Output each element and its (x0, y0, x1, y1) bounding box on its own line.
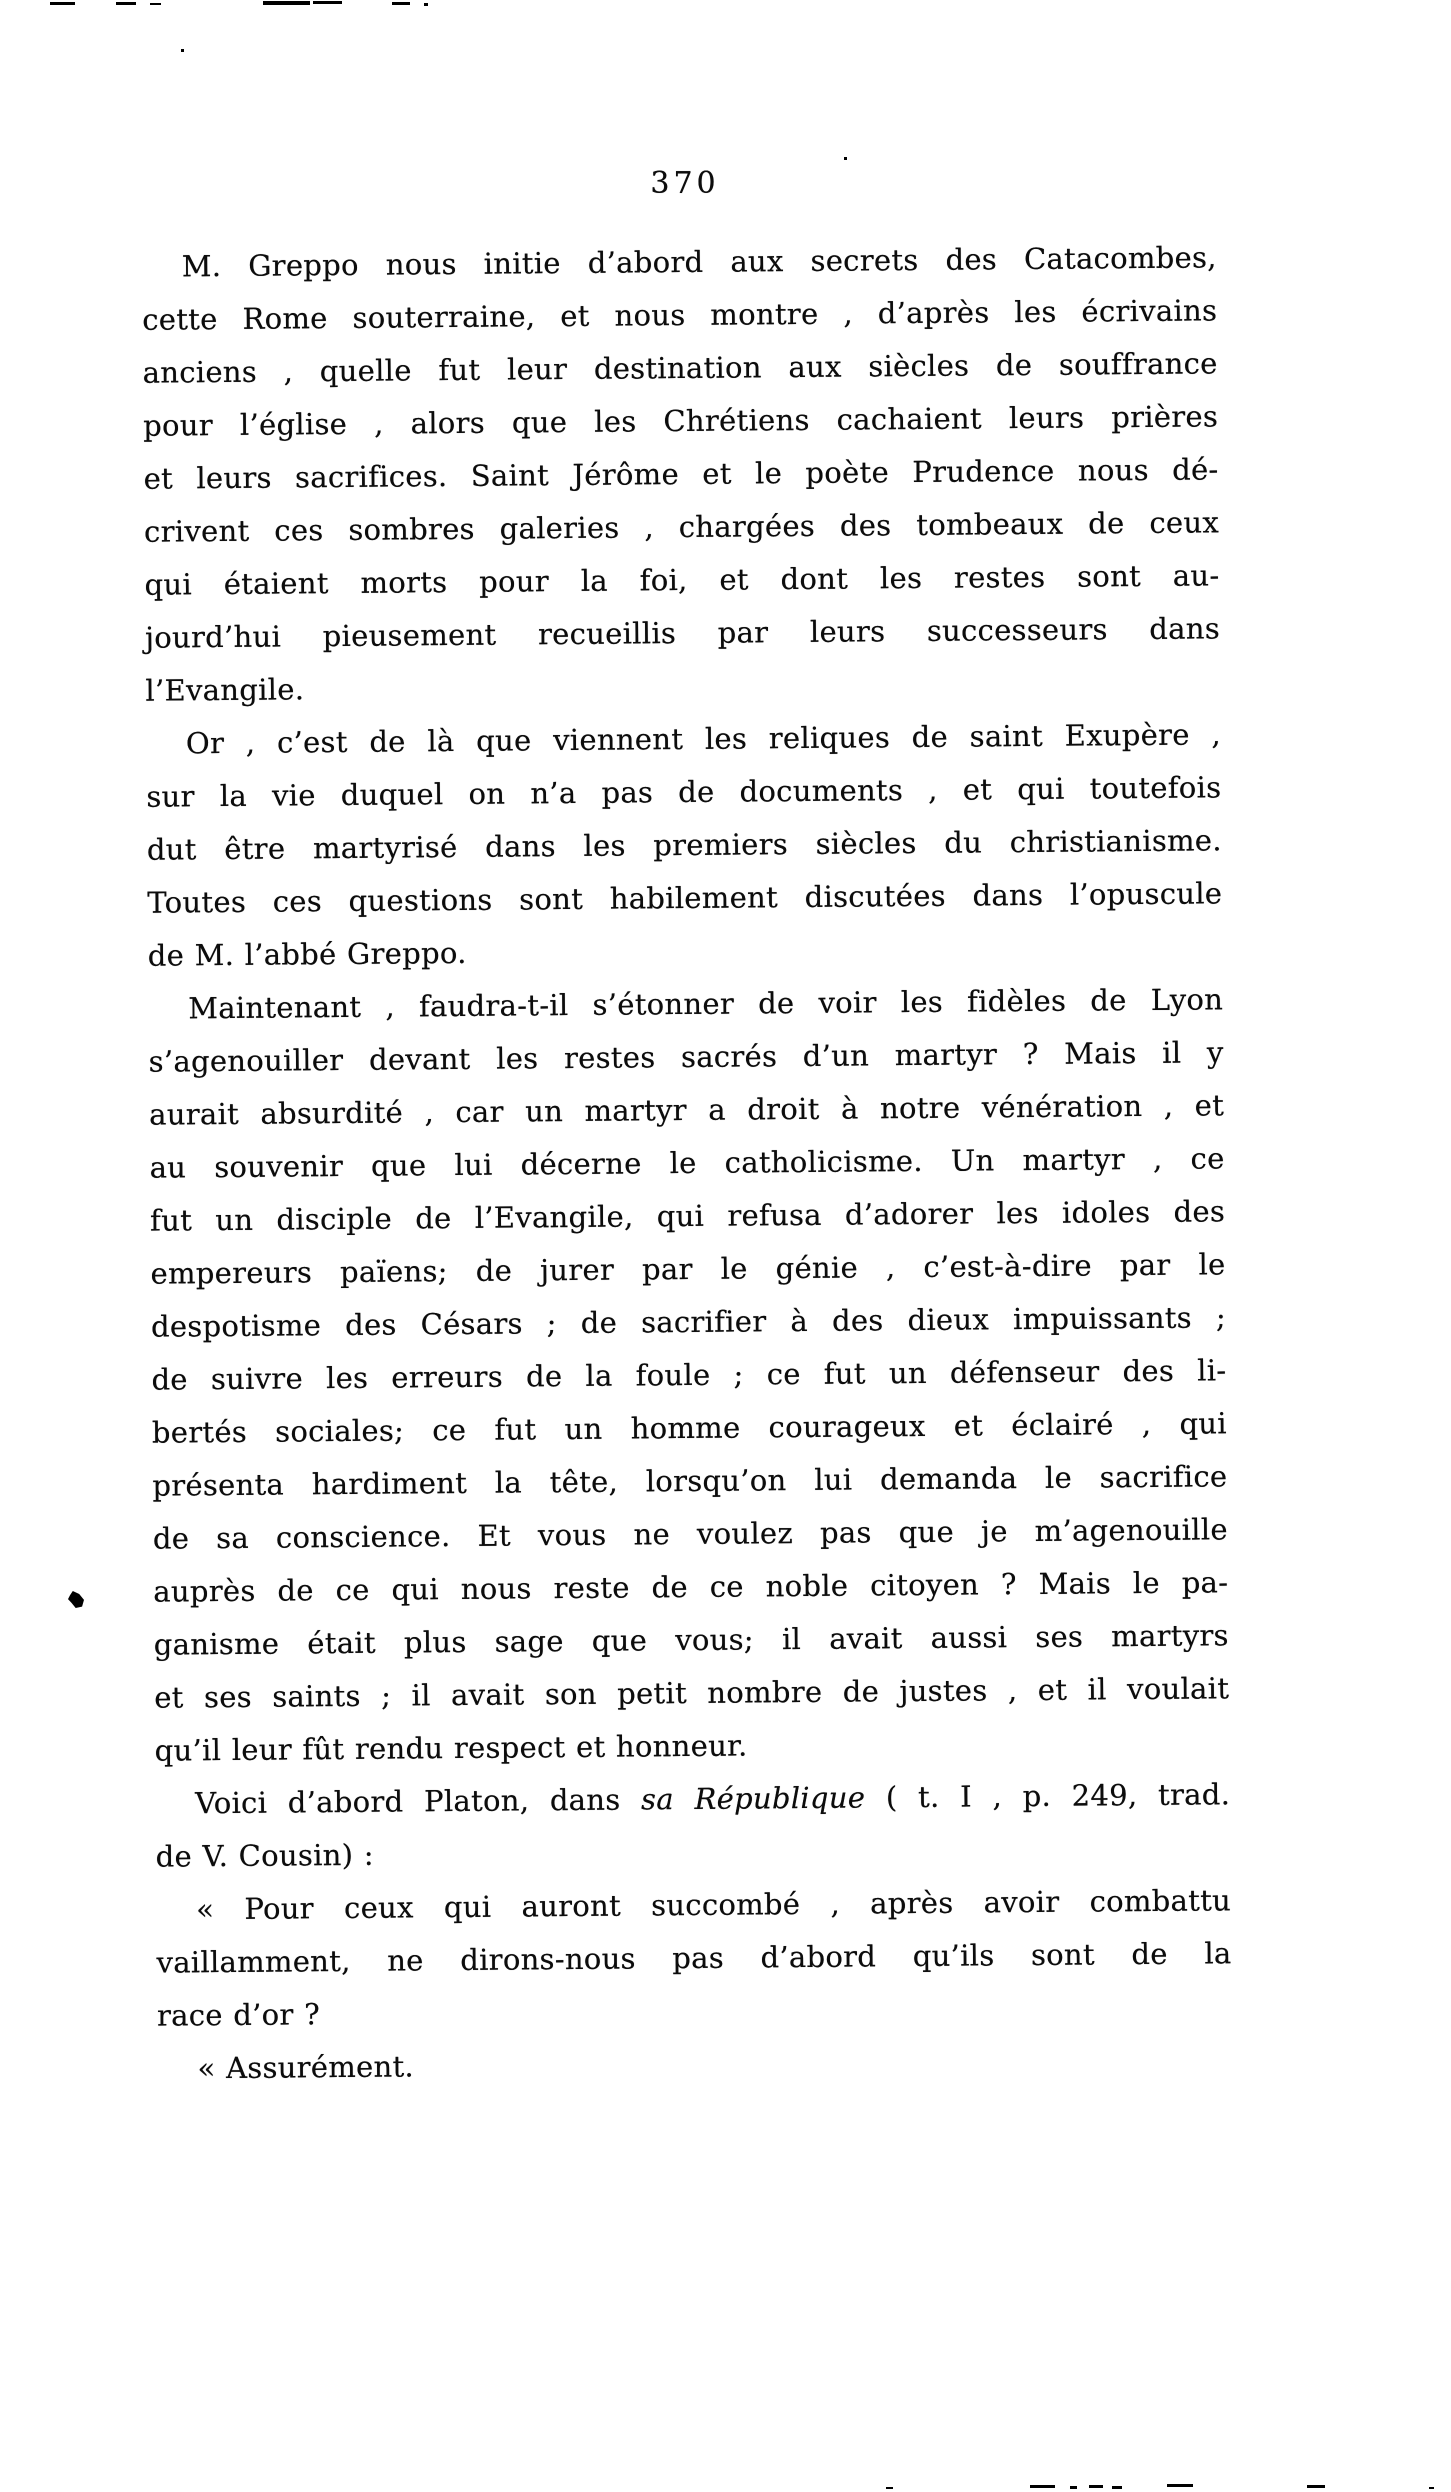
text-line (155, 1768, 1230, 1830)
text-line: au souvenir que lui décerne le catholicisme. Un martyr , ce (149, 1141, 1225, 1185)
text-line: présenta hardiment la tête, lorsqu’on lui demanda le sacrifice (152, 1459, 1228, 1503)
text-line: Or , c’est de là que viennent les reliques de saint Exupère , (185, 717, 1222, 761)
text-line: s’agenouiller devant les restes sacrés d’un martyr ? Mais il y (148, 1035, 1224, 1079)
scan-speck (1167, 2484, 1193, 2487)
text-line: de suivre les erreurs de la foule ; ce fut un défenseur des li- (151, 1353, 1227, 1397)
text-line: empereurs païens; de jurer par le génie , c’est-à-dire par le (150, 1247, 1226, 1291)
scan-speck (424, 3, 428, 6)
scan-speck (844, 157, 847, 160)
scan-speck (1030, 2485, 1055, 2488)
text-line: Maintenant , faudra-t-il s’étonner de voir les fidèles de Lyon (188, 982, 1224, 1026)
text-line: et ses saints ; il avait son petit nombre de justes , et il voulait (154, 1671, 1230, 1715)
text-line: auprès de ce qui nous reste de ce noble citoyen ? Mais le pa- (153, 1565, 1229, 1609)
text-segment: Voici d’abord Platon, dans (195, 1782, 642, 1821)
scan-speck (392, 2, 410, 5)
text-line: fut un disciple de l’Evangile, qui refusa d’adorer les idoles des (149, 1194, 1226, 1238)
margin-ink-blot (68, 1591, 84, 1608)
scan-speck (181, 49, 184, 52)
text-line: pour l’église , alors que les Chrétiens cachaient leurs prières (143, 399, 1219, 443)
text-line: Toutes ces questions sont habilement discutées dans l’opuscule (147, 876, 1223, 920)
text-line: race d’or ? (156, 1997, 321, 2033)
scan-speck (1070, 2486, 1077, 2489)
book-title-italic: sa République (640, 1780, 866, 1817)
text-line: jourd’hui pieusement recueillis par leurs successeurs dans (144, 611, 1221, 655)
text-line: et leurs sacrifices. Saint Jérôme et le poète Prudence nous dé- (143, 452, 1219, 496)
text-line: de V. Cousin) : (155, 1837, 375, 1874)
scan-speck (50, 2, 75, 5)
text-line: de sa conscience. Et vous ne voulez pas que je m’agenouille (152, 1512, 1228, 1556)
scan-speck (313, 1, 342, 4)
text-line: dut être martyrisé dans les premiers siècles du christianisme. (146, 823, 1222, 867)
text-line: aurait absurdité , car un martyr a droit à notre vénération , et (149, 1088, 1225, 1132)
scan-speck (886, 2487, 893, 2489)
scan-speck (1112, 2486, 1122, 2489)
text-line: qu’il leur fût rendu respect et honneur. (154, 1728, 748, 1768)
text-line: de M. l’abbé Greppo. (147, 935, 467, 973)
text-line: despotisme des Césars ; de sacrifier à des dieux impuissants ; (150, 1300, 1227, 1344)
scan-speck (150, 3, 161, 5)
text-block (142, 231, 1233, 2095)
text-line: anciens , quelle fut leur destination aux siècles de souffrance (142, 346, 1218, 390)
text-line: l’Evangile. (145, 672, 305, 708)
scan-speck (263, 1, 310, 5)
text-line: qui étaient morts pour la foi, et dont les restes sont au- (144, 558, 1220, 602)
text-line: « Pour ceux qui auront succombé , après avoir combattu (195, 1883, 1232, 1927)
text-line: vaillamment, ne dirons-nous pas d’abord qu’ils sont de la (156, 1936, 1232, 1980)
text-segment: ( t. I , p. 249, trad. (865, 1777, 1231, 1815)
scan-speck (1307, 2485, 1325, 2488)
text-line: bertés sociales; ce fut un homme courageux et éclairé , qui (151, 1406, 1228, 1450)
scan-speck (116, 2, 136, 5)
text-line: cette Rome souterraine, et nous montre , d’après les écrivains (142, 293, 1218, 337)
scan-speck (1429, 2487, 1434, 2489)
text-line: « Assurément. (197, 2049, 415, 2086)
text-line: sur la vie duquel on n’a pas de documents , et qui toutefois (146, 770, 1222, 814)
page-number: 370 (650, 166, 720, 201)
text-line: M. Greppo nous initie d’abord aux secrets des Catacombes, (181, 240, 1217, 284)
text-line: crivent ces sombres galeries , chargées des tombeaux de ceux (143, 505, 1220, 549)
scan-speck (1089, 2485, 1103, 2488)
text-line: ganisme était plus sage que vous; il avait aussi ses martyrs (153, 1618, 1229, 1662)
